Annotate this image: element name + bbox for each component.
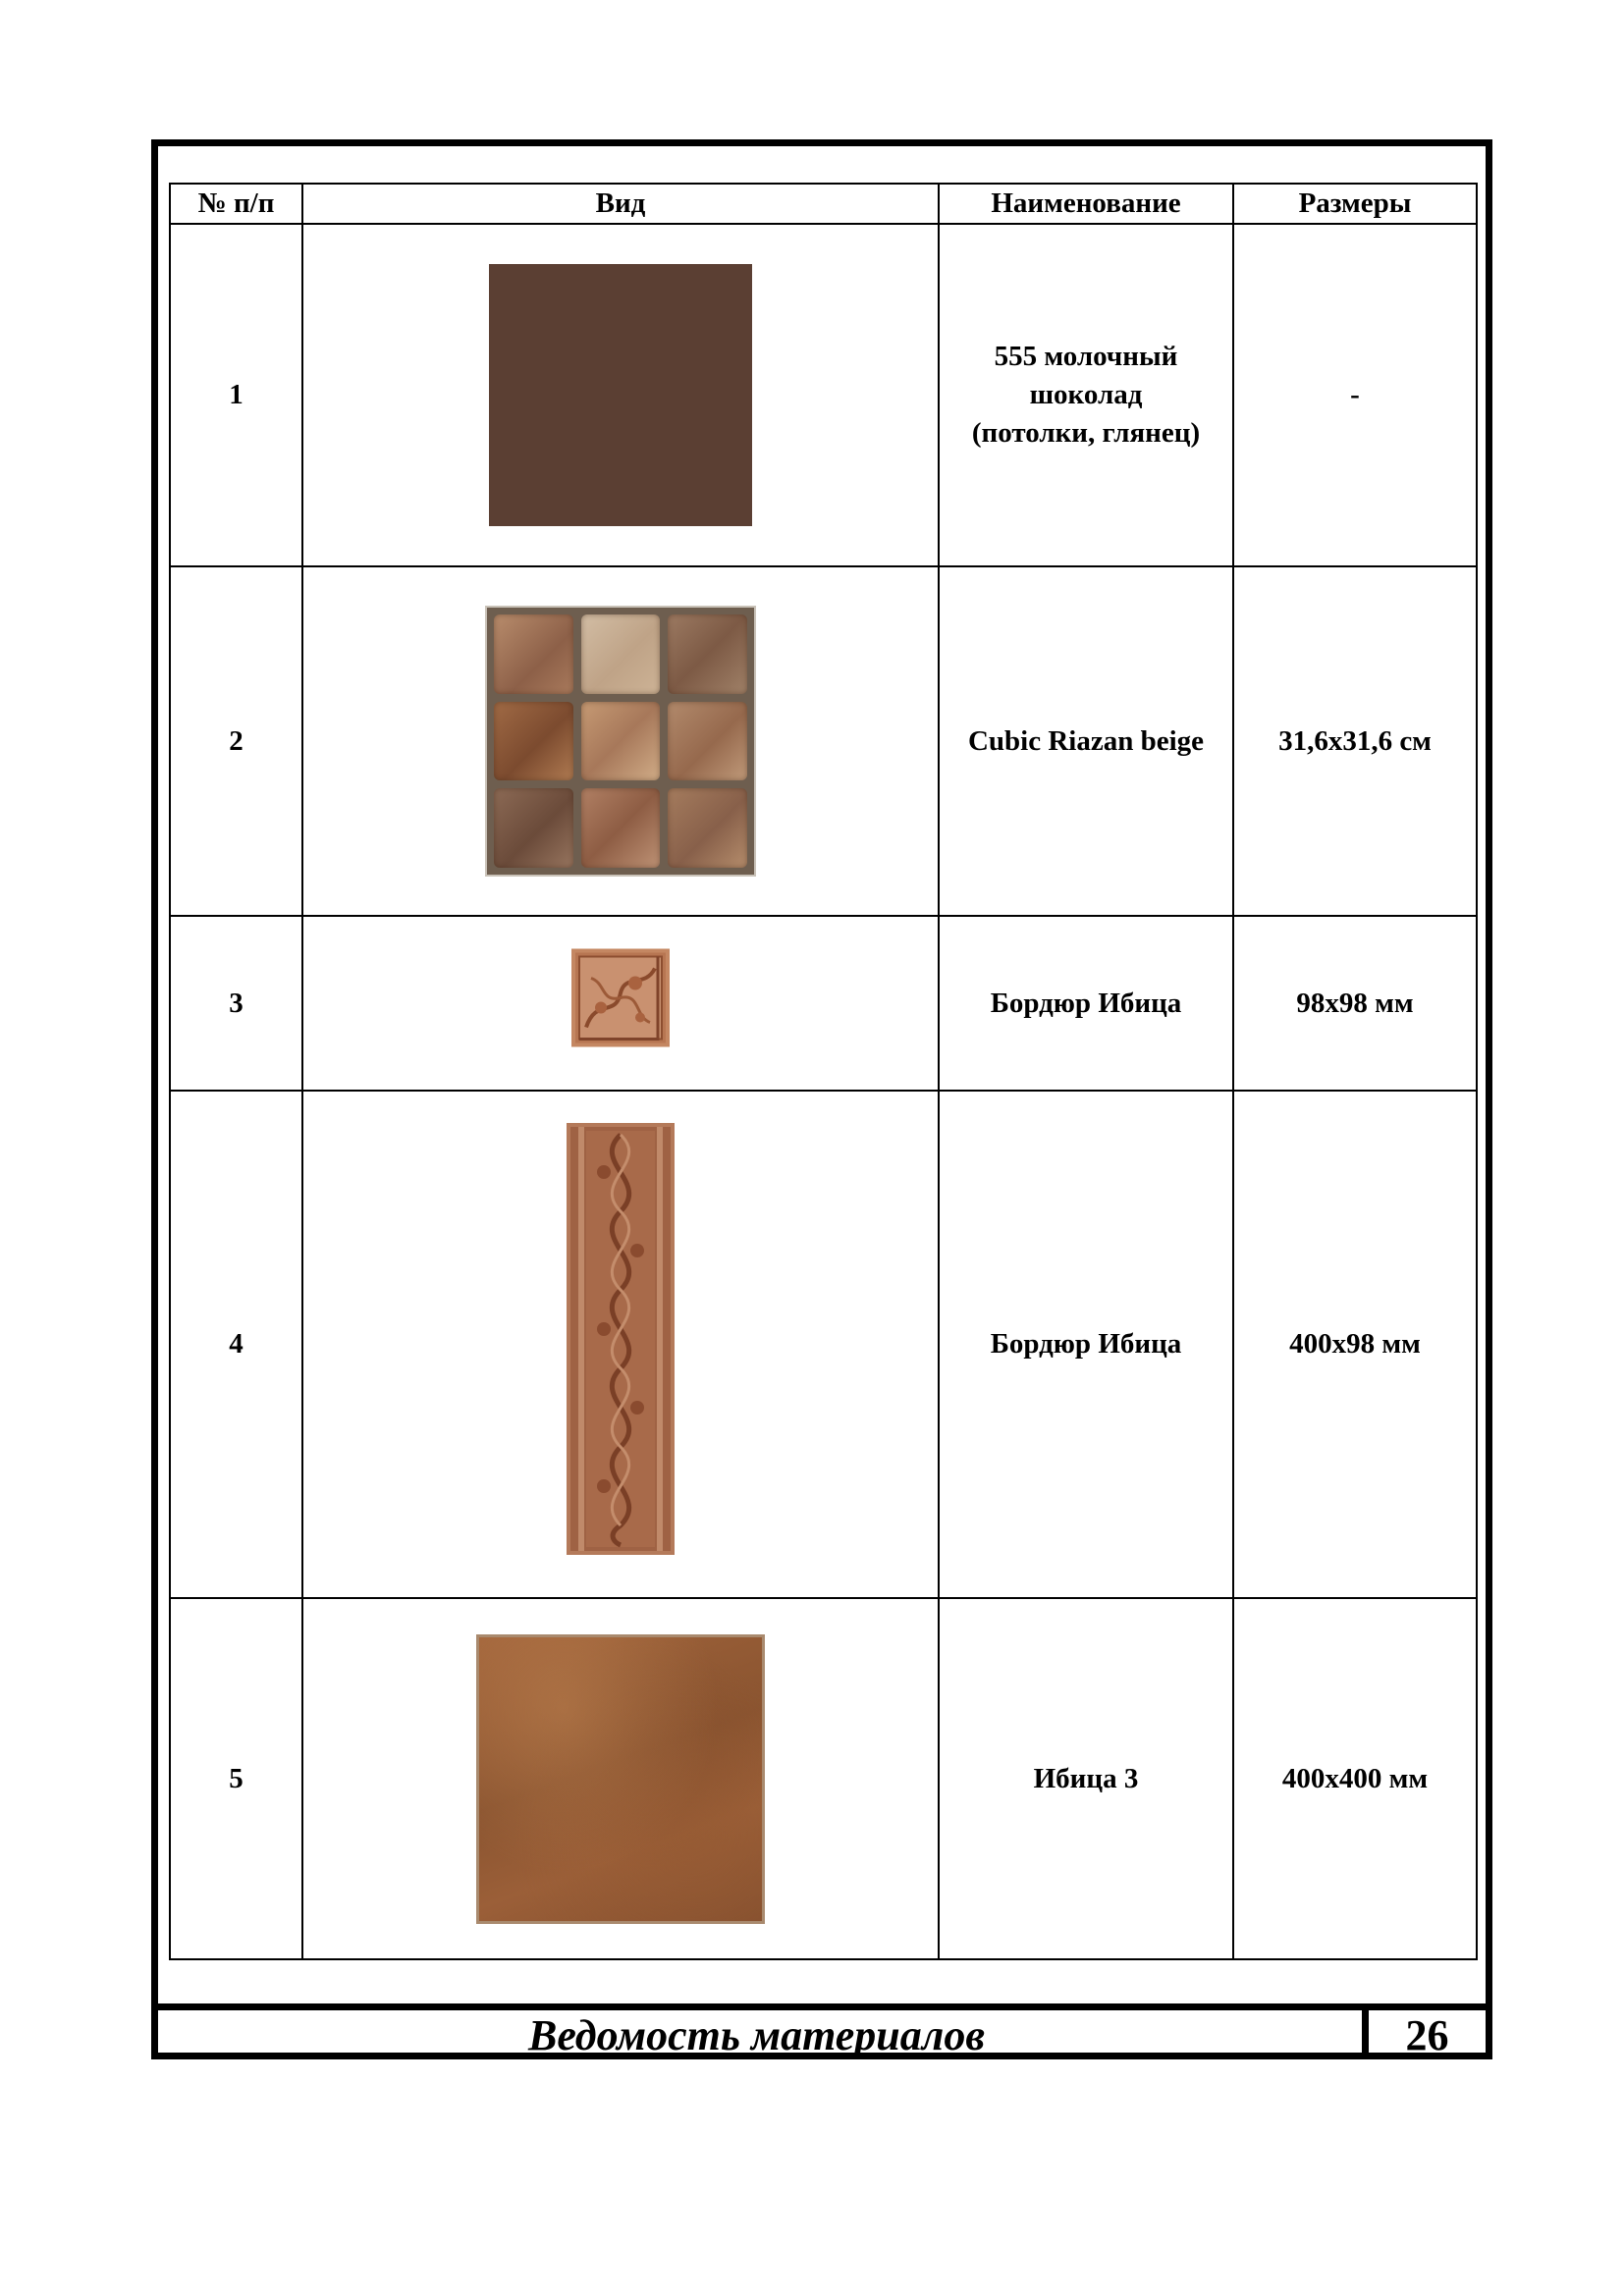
- page-number: 26: [1362, 2010, 1486, 2059]
- material-size: 98х98 мм: [1233, 916, 1477, 1091]
- material-name-line: (потолки, глянец): [971, 417, 1201, 450]
- table-row: [170, 916, 1477, 1091]
- material-size: 400х400 мм: [1233, 1598, 1477, 1959]
- border-tile-square-swatch: [571, 948, 670, 1047]
- row-number: 2: [170, 566, 302, 916]
- material-view: [302, 916, 939, 1091]
- material-view: [302, 566, 939, 916]
- border-tile-strip-swatch: [567, 1123, 675, 1555]
- material-name-line: 555 молочный: [994, 340, 1178, 372]
- table-row: [170, 1091, 1477, 1598]
- material-size: -: [1233, 224, 1477, 566]
- row-number: 4: [170, 1091, 302, 1598]
- material-size: 31,6х31,6 см: [1233, 566, 1477, 916]
- chocolate-swatch: [489, 264, 752, 526]
- material-name: Бордюр Ибица: [939, 916, 1233, 1091]
- material-name-line: шоколад: [1029, 379, 1143, 411]
- cubic-tile-swatch: [485, 606, 756, 877]
- materials-table: [169, 183, 1478, 1960]
- material-view: [302, 1598, 939, 1959]
- header-size: Размеры: [1233, 184, 1477, 224]
- document-title: Ведомость материалов: [528, 2010, 985, 2059]
- row-number: 1: [170, 224, 302, 566]
- material-name: Бордюр Ибица: [939, 1091, 1233, 1598]
- header-name: Наименование: [939, 184, 1233, 224]
- row-number: 3: [170, 916, 302, 1091]
- header-number: № п/п: [170, 184, 302, 224]
- ibiza-tile-swatch: [476, 1634, 765, 1924]
- material-name: Ибица 3: [939, 1598, 1233, 1959]
- header-view: Вид: [302, 184, 939, 224]
- material-name: [939, 224, 1233, 566]
- title-block: [151, 2003, 1492, 2059]
- material-view: [302, 1091, 939, 1598]
- table-row: [170, 224, 1477, 566]
- row-number: 5: [170, 1598, 302, 1959]
- table-row: [170, 566, 1477, 916]
- table-header-row: [170, 184, 1477, 224]
- material-name: Cubic Riazan beige: [939, 566, 1233, 916]
- material-view: [302, 224, 939, 566]
- material-size: 400х98 мм: [1233, 1091, 1477, 1598]
- table-row: [170, 1598, 1477, 1959]
